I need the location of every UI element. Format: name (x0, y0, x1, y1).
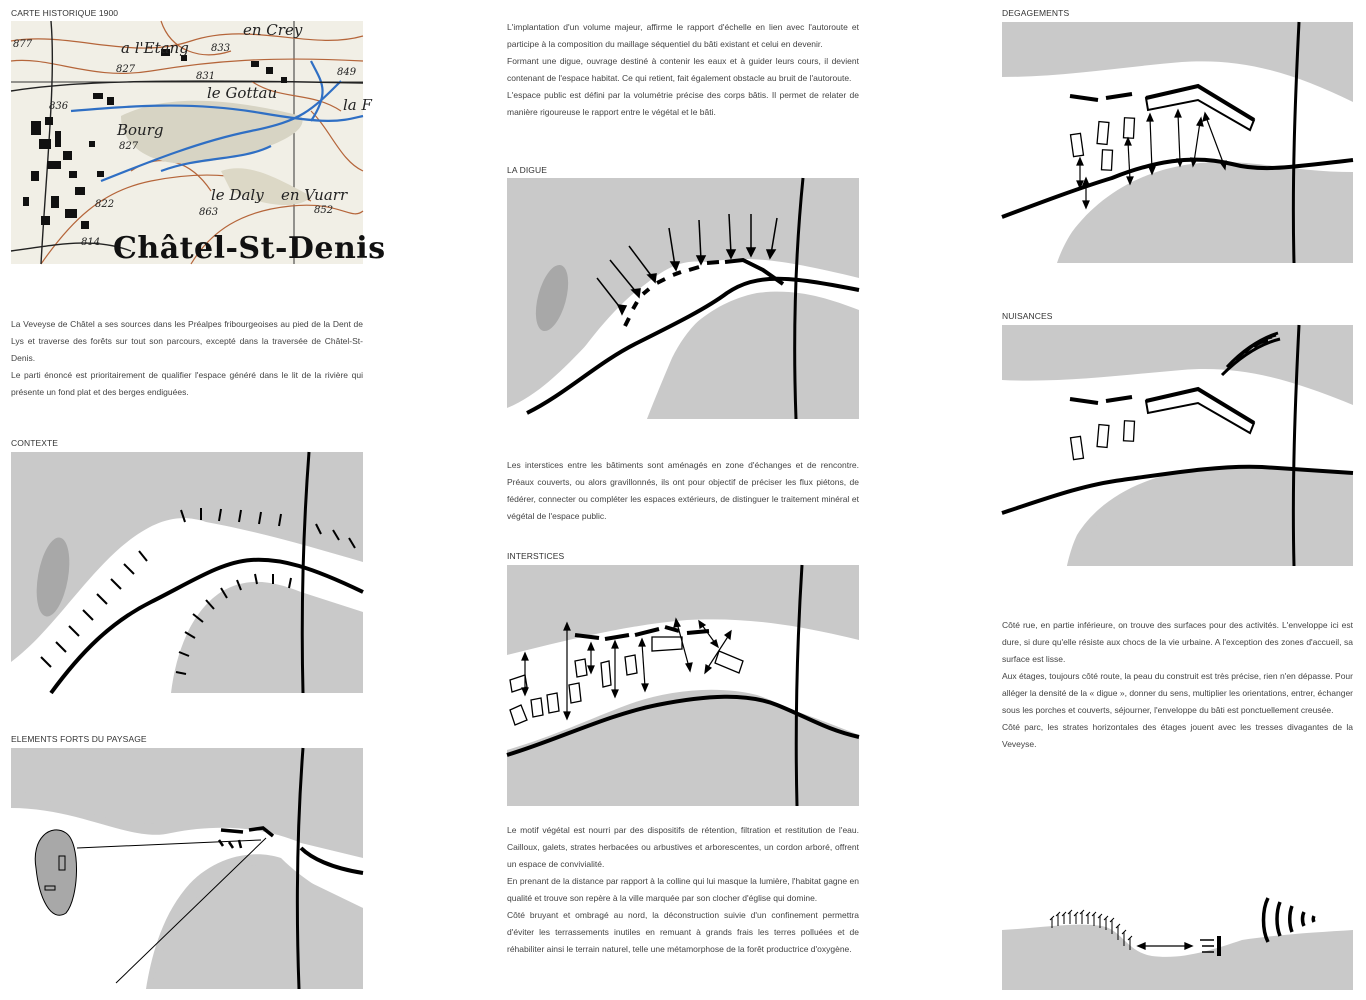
map-label: CARTE HISTORIQUE 1900 (11, 8, 119, 18)
digue-diagram (507, 178, 859, 419)
map-place-f: la F (343, 96, 372, 114)
map-altitude: 852 (314, 205, 334, 216)
interstices-paragraph: Les interstices entre les bâtiments sont aménagés en zone d'échanges et de rencontre. Préaux couverts, ou alors gravillonnés, ils ont pour objectif de préciser les flux piétons, de fédérer, connecter ou compléter les espaces extérieurs, de distinguer le traitement minéral et végétal de l'espace public. (507, 460, 859, 521)
intro-paragraph: Le parti énoncé est prioritairement de qualifier l'espace généré dans le lit de la rivière qui présente un fond plat et des berges endiguées. (11, 370, 363, 397)
intro-paragraph: L'implantation d'un volume majeur, affirme le rapport d'échelle en lien avec l'autoroute et participe à la composition du maillage séquentiel du bâti existant et celui en devenir. (507, 22, 859, 49)
envelope-paragraph: Côté parc, les strates horizontales des étages jouent avec les tresses divagantes de la Veveyse. (1002, 722, 1353, 749)
map-place-bourg: Bourg (117, 121, 164, 139)
historic-map (11, 21, 386, 266)
degagements-label: DEGAGEMENTS (1002, 8, 1070, 18)
elements-label: ELEMENTS FORTS DU PAYSAGE (11, 734, 147, 744)
map-place-gottau: le Gottau (207, 84, 278, 102)
map-altitude: 863 (199, 207, 219, 218)
map-place-crey: en Crey (243, 21, 303, 39)
contexte-label: CONTEXTE (11, 438, 59, 448)
interstices-diagram (507, 565, 859, 806)
intro-text (11, 316, 363, 401)
map-altitude: 831 (196, 71, 216, 82)
vegetal-text (507, 822, 859, 958)
map-place-vuarr: en Vuarr (281, 186, 348, 204)
vegetal-paragraph: Côté bruyant et ombragé au nord, la déconstruction suivie d'un confinement permettra d'éviter les terrassements inutiles en remuant à grands frais les terres polluées et de réhabiliter ainsi le terrain naturel, telle une métamorphose de la forêt productrice d'oxygène. (507, 910, 859, 954)
intro-paragraph: L'espace public est défini par la volumétrie précise des corps bâtis. Il permet de relater de manière rigoureuse le rapport entre le végétal et le bâti. (507, 90, 859, 117)
map-altitude: 836 (49, 101, 69, 112)
degagements-diagram (1002, 22, 1353, 263)
map-altitude: 833 (211, 43, 231, 54)
vegetal-paragraph: En prenant de la distance par rapport à la colline qui lui masque la lumière, l'habitat gagne en qualité et trouve son repère à la ville marquée par son clocher d'église qui domine. (507, 876, 859, 903)
intro-text-2 (507, 19, 859, 121)
intro-paragraph: Formant une digue, ouvrage destiné à contenir les eaux et à guider leurs cours, il devient contenant de l'espace habitat. Ce qui retient, fait également obstacle au bruit de l'autoroute. (507, 56, 859, 83)
envelope-paragraph: Aux étages, toujours côté route, la peau du construit est très précise, rien n'en dépasse. Pour alléger la densité de la « digue », donner du sens, multiplier les orientations, entrer, échanger sous les porches et couverts, séjourner, l'enveloppe du bâti est ponctuellement creusée. (1002, 671, 1353, 715)
elements-diagram (11, 748, 363, 989)
interstices-text (507, 457, 859, 525)
envelope-paragraph: Côté rue, en partie inférieure, on trouve des surfaces pour des activités. L'enveloppe ici est dure, si dure qu'elle résiste aux chocs de la vie urbaine. A l'exception des zones d'accueil, sa surface est lisse. (1002, 620, 1353, 664)
map-altitude: 827 (116, 64, 136, 75)
nuisances-diagram (1002, 325, 1353, 566)
map-altitude: 849 (337, 67, 357, 78)
map-altitude: 827 (119, 141, 139, 152)
envelope-text (1002, 617, 1353, 753)
map-altitude: 814 (81, 237, 101, 248)
map-place-daly: le Daly (211, 186, 264, 204)
historic-map-drawing (11, 21, 363, 264)
map-place-etang: a l'Etang (121, 39, 189, 57)
map-altitude: 822 (95, 199, 115, 210)
vegetal-paragraph: Le motif végétal est nourri par des dispositifs de rétention, filtration et restitution de l'eau. Cailloux, galets, strates herbacées ou arbustives et arborescentes, un cordon arboré, offrent un espace de convivialité. (507, 825, 859, 869)
interstices-label: INTERSTICES (507, 551, 565, 561)
section-diagram (1002, 890, 1353, 990)
intro-paragraph: La Veveyse de Châtel a ses sources dans les Préalpes fribourgeoises au pied de la Dent de Lys et traverse des forêts sur tout son parcours, excepté dans la traversée de Châtel-St-Denis. (11, 319, 363, 363)
contexte-diagram (11, 452, 363, 693)
map-title: Châtel-St-Denis (113, 231, 386, 266)
nuisances-label: NUISANCES (1002, 311, 1053, 321)
digue-label: LA DIGUE (507, 165, 548, 175)
map-altitude: 877 (13, 39, 33, 50)
